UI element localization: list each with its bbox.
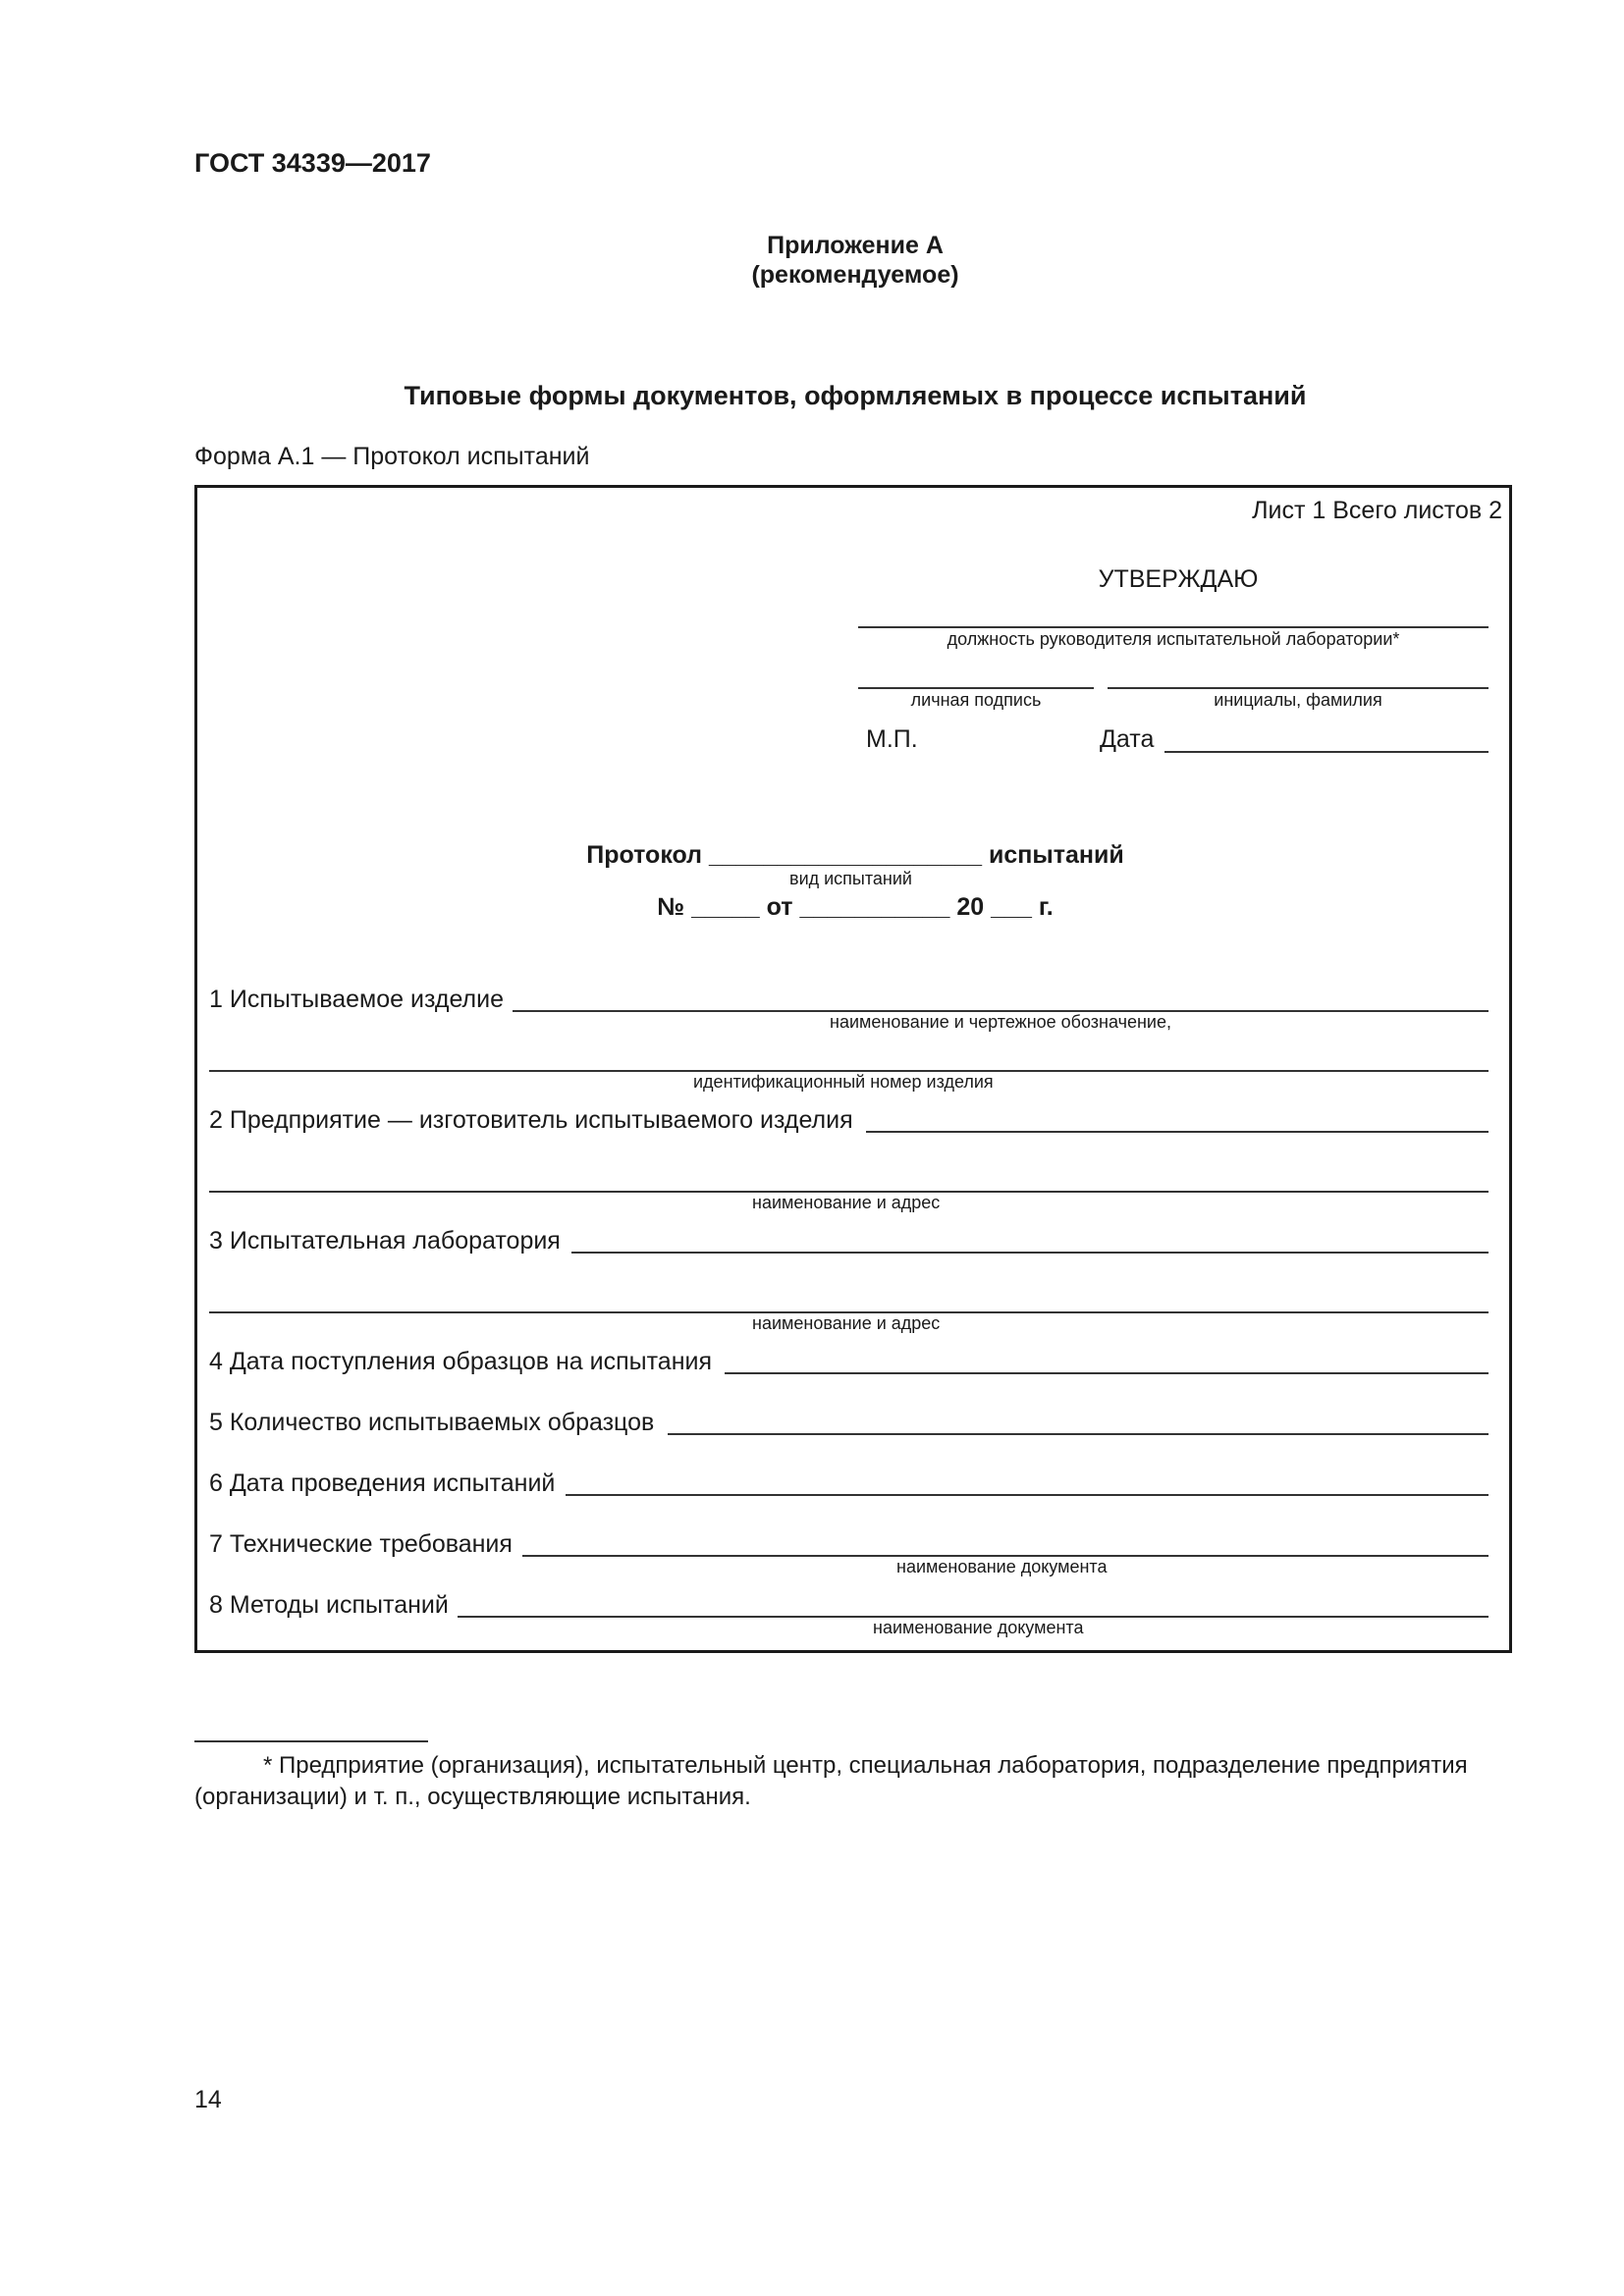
date-label: Дата	[1100, 725, 1155, 753]
signature-caption: личная подпись	[910, 690, 1042, 710]
position-line[interactable]	[858, 626, 1489, 628]
field-6-line[interactable]	[566, 1494, 1489, 1496]
field-2-caption: наименование и адрес	[752, 1193, 941, 1212]
appendix-title: Приложение А	[767, 232, 944, 259]
name-caption: инициалы, фамилия	[1214, 690, 1382, 710]
test-type-blank[interactable]: ____________________	[709, 841, 983, 869]
year-suffix: г.	[1038, 893, 1054, 921]
field-1-caption: наименование и чертежное обозначение,	[830, 1012, 1171, 1032]
field-4-line[interactable]	[725, 1372, 1489, 1374]
position-caption: должность руководителя испытательной лаборатории*	[947, 629, 1400, 649]
appendix-status: (рекомендуемое)	[751, 261, 959, 289]
field-7-caption: наименование документа	[896, 1557, 1108, 1576]
document-header: ГОСТ 34339—2017	[194, 148, 431, 178]
field-3-label: 3 Испытательная лаборатория	[209, 1227, 561, 1255]
footnote-separator	[194, 1740, 428, 1742]
protocol-word: Протокол	[586, 841, 703, 869]
number-sign: №	[657, 893, 685, 921]
sheet-info: Лист 1 Всего листов 2	[1252, 497, 1502, 524]
field-3-line[interactable]	[571, 1252, 1489, 1254]
protocol-title	[0, 841, 1624, 870]
tests-word: испытаний	[989, 841, 1124, 869]
year-prefix: 20	[956, 893, 985, 921]
name-line[interactable]	[1108, 687, 1489, 689]
test-type-caption: вид испытаний	[789, 869, 912, 888]
footnote-line-1: * Предприятие (организация), испытательный центр, специальная лаборатория, подразделение предприятия	[263, 1752, 1468, 1779]
field-1-caption-2: идентификационный номер изделия	[693, 1072, 994, 1092]
field-8-caption: наименование документа	[873, 1618, 1084, 1637]
date-line[interactable]	[1164, 751, 1489, 753]
approve-title: УТВЕРЖДАЮ	[1098, 565, 1259, 593]
section-title: Типовые формы документов, оформляемых в процессе испытаний	[404, 381, 1307, 410]
field-3-caption: наименование и адрес	[752, 1313, 941, 1333]
field-7-label: 7 Технические требования	[209, 1530, 513, 1558]
field-4-label: 4 Дата поступления образцов на испытания	[209, 1348, 712, 1375]
field-2-line[interactable]	[866, 1131, 1489, 1133]
number-blank[interactable]: _____	[691, 893, 760, 921]
footnote-line-2: (организации) и т. п., осуществляющие испытания.	[194, 1784, 751, 1810]
form-caption: Форма А.1 — Протокол испытаний	[194, 443, 590, 470]
signature-line[interactable]	[858, 687, 1094, 689]
field-8-label: 8 Методы испытаний	[209, 1591, 449, 1619]
field-1-label: 1 Испытываемое изделие	[209, 986, 504, 1013]
field-6-label: 6 Дата проведения испытаний	[209, 1469, 556, 1497]
from-word: от	[766, 893, 793, 921]
field-5-label: 5 Количество испытываемых образцов	[209, 1409, 655, 1436]
year-blank[interactable]: ___	[991, 893, 1032, 921]
protocol-number-line	[0, 893, 1624, 922]
date-blank[interactable]: ___________	[799, 893, 950, 921]
page-number: 14	[194, 2086, 222, 2113]
stamp-label: М.П.	[866, 725, 918, 753]
field-2-label: 2 Предприятие — изготовитель испытываемого изделия	[209, 1106, 853, 1134]
field-5-line[interactable]	[668, 1433, 1489, 1435]
